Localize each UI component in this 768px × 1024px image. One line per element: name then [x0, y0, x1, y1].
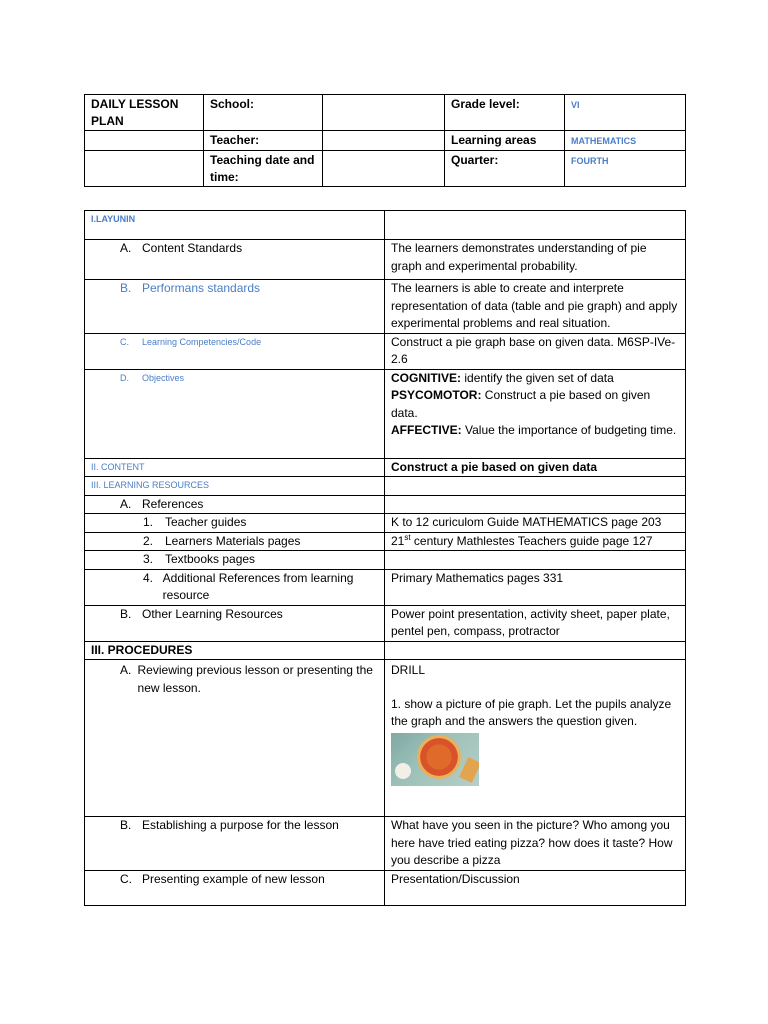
procedure-c-label: Presenting example of new lesson	[142, 871, 325, 886]
procedures-heading: III. PROCEDURES	[85, 641, 385, 660]
empty-cell	[85, 151, 204, 187]
performance-cell	[85, 280, 385, 334]
competencies-value: Construct a pie graph base on given data. M6SP-IVe-2.6	[385, 333, 686, 369]
title-cell: DAILY LESSON PLAN	[85, 95, 204, 131]
drill-text: 1. show a picture of pie graph. Let the pupils analyze the graph and the answers the question given.	[391, 696, 672, 728]
marker: B.	[120, 281, 132, 295]
date-label: Teaching date and time:	[204, 151, 323, 187]
ref4-label: Additional References from learning resource	[162, 570, 354, 602]
competencies-cell	[85, 333, 385, 369]
content-standards-value: The learners demonstrates understanding of pie graph and experimental probability.	[385, 240, 686, 280]
marker: A.	[120, 496, 132, 511]
references-cell	[85, 495, 385, 514]
ref2-cell	[85, 532, 385, 551]
content-heading: II. CONTENT	[85, 458, 385, 477]
ref4-cell	[85, 569, 385, 605]
procedure-b-label: Establishing a purpose for the lesson	[142, 818, 339, 832]
procedure-c-cell	[85, 870, 385, 905]
marker: B.	[120, 818, 132, 832]
cognitive-label: COGNITIVE:	[391, 370, 462, 385]
procedure-b-cell	[85, 817, 385, 871]
procedure-a-cell	[85, 660, 385, 817]
performance-value: The learners is able to create and interprete representation of data (table and pie graph) and apply experimental problems and real situation.	[385, 280, 686, 334]
grade-value: VI	[565, 95, 686, 131]
ref2-label: Learners Materials pages	[165, 533, 301, 548]
ref2-value-post: century Mathlestes Teachers guide page 127	[410, 533, 653, 548]
empty-cell	[385, 211, 686, 240]
procedure-a-label: Reviewing previous lesson or presenting the new lesson.	[137, 663, 373, 695]
performance-label: Performans standards	[142, 281, 261, 295]
ref2-value	[385, 532, 686, 551]
competencies-label: Learning Competencies/Code	[142, 336, 262, 347]
other-resources-label: Other Learning Resources	[142, 606, 283, 621]
procedure-b-value: What have you seen in the picture? Who among you here have tried eating pizza? how does it taste? How you describe a pizza	[385, 817, 686, 871]
ref2-value-pre: 21	[391, 533, 405, 548]
lesson-table	[84, 210, 686, 906]
cognitive-text: identify the given set of data	[461, 370, 614, 385]
teacher-label: Teacher:	[204, 131, 323, 151]
learning-areas-label: Learning areas	[445, 131, 565, 151]
empty-cell	[85, 131, 204, 151]
school-label: School:	[204, 95, 323, 131]
objectives-label: Objectives	[142, 372, 185, 383]
marker: A.	[120, 663, 132, 677]
marker: B.	[120, 606, 132, 621]
quarter-value: FOURTH	[565, 151, 686, 187]
school-value	[323, 95, 445, 131]
psycomotor-label: PSYCOMOTOR:	[391, 388, 482, 402]
date-value	[323, 151, 445, 187]
empty-cell	[385, 495, 686, 514]
content-value: Construct a pie based on given data	[385, 458, 686, 477]
quarter-label: Quarter:	[445, 151, 565, 187]
affective-label: AFFECTIVE:	[391, 423, 462, 437]
ref1-cell	[85, 514, 385, 533]
ref1-label: Teacher guides	[165, 515, 247, 529]
psycomotor-text: Construct a pie based on given data.	[391, 388, 651, 420]
ref3-cell	[85, 551, 385, 570]
procedure-a-value	[385, 660, 686, 817]
marker: 3.	[143, 552, 154, 566]
drill-heading: DRILL	[391, 663, 426, 677]
objectives-value	[385, 369, 686, 458]
marker: 4.	[143, 570, 154, 585]
marker: A.	[120, 241, 132, 255]
affective-text: Value the importance of budgeting time.	[461, 423, 677, 437]
content-standards-label: Content Standards	[142, 241, 243, 255]
ref2-value-sup: st	[404, 532, 411, 542]
pizza-image	[391, 733, 479, 786]
teacher-value	[323, 131, 445, 151]
resources-heading: III. LEARNING RESOURCES	[85, 477, 385, 496]
objectives-cell	[85, 369, 385, 458]
procedure-c-value: Presentation/Discussion	[385, 870, 686, 905]
empty-cell	[385, 551, 686, 570]
empty-cell	[385, 477, 686, 496]
other-resources-cell	[85, 605, 385, 641]
header-table	[84, 94, 686, 187]
references-label: References	[142, 496, 204, 511]
ref4-value: Primary Mathematics pages 331	[385, 569, 686, 605]
marker: 2.	[143, 533, 154, 548]
marker: C.	[120, 871, 132, 886]
layunin-heading: I.LAYUNIN	[85, 211, 385, 240]
other-resources-value: Power point presentation, activity sheet, paper plate, pentel pen, compass, protractor	[385, 605, 686, 641]
empty-cell	[385, 641, 686, 660]
learning-areas-value: MATHEMATICS	[565, 131, 686, 151]
marker: 1.	[143, 515, 154, 529]
content-standards-cell	[85, 240, 385, 280]
marker: D.	[120, 372, 129, 383]
grade-label: Grade level:	[445, 95, 565, 131]
ref3-label: Textbooks pages	[165, 552, 256, 566]
marker: C.	[120, 336, 129, 347]
ref1-value: K to 12 curiculom Guide MATHEMATICS page 203	[385, 514, 686, 533]
